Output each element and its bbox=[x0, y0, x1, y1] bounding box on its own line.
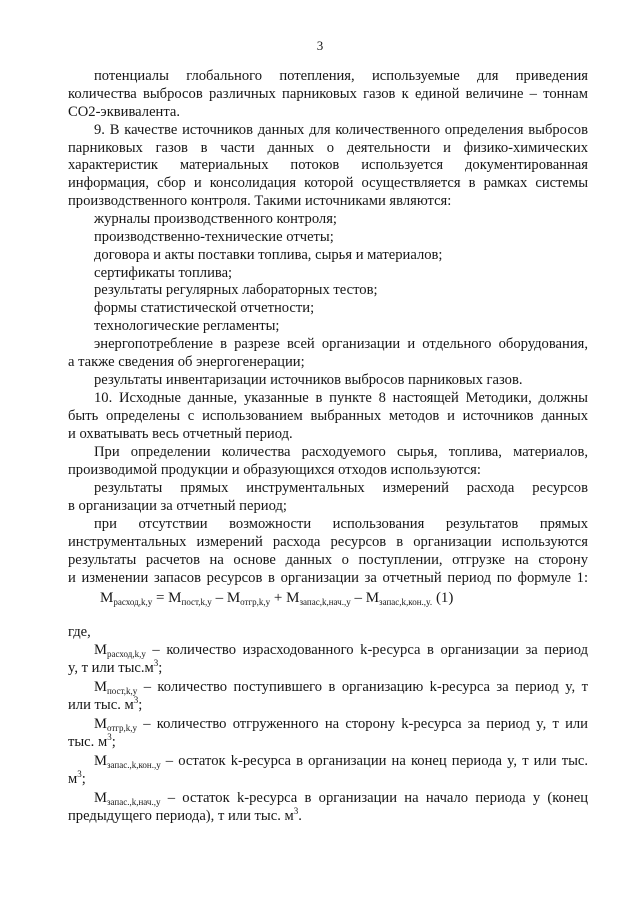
text-line: а также сведения об энергогенерации; bbox=[68, 354, 305, 370]
text-line: производственного контроля. Такими источниками являются: bbox=[68, 193, 452, 209]
list-item: договора и акты поставки топлива, сырья и материалов; bbox=[94, 247, 443, 263]
definition-line: или тыс. $м^3$; bbox=[68, 695, 143, 713]
text-line: инструментальных измерений расхода ресурсов в организации используются bbox=[68, 534, 588, 550]
text-line: парниковых газов в части данных о деятельности и физико-химических bbox=[68, 140, 588, 156]
definition-line: $M_{запас.,k,кон.,y}$ – остаток k-ресурса в организации на конец периода y, т или тыс. bbox=[94, 753, 588, 770]
list-item: производственно-технические отчеты; bbox=[94, 229, 334, 245]
text-line: характеристик материальных потоков используется документированная bbox=[68, 157, 588, 173]
text-line: быть определены с использованием выбранных методов и источников данных bbox=[68, 408, 588, 424]
text-line: и изменении запасов ресурсов в организации за отчетный период по формуле 1: bbox=[68, 570, 588, 586]
definition-line: $M_{отгр,k,y}$ – количество отгруженного на сторону k-ресурса за период y, т или bbox=[94, 716, 588, 733]
list-item: сертификаты топлива; bbox=[94, 265, 233, 281]
page-number: 3 bbox=[316, 38, 324, 53]
definition-line: тыс. $м^3$; bbox=[68, 732, 116, 750]
text-line: при отсутствии возможности использования результатов прямых bbox=[94, 516, 588, 532]
paragraph-10: 10. Исходные данные, указанные в пункте 8 настоящей Методики, должны bbox=[94, 390, 588, 406]
text-line: в организации за отчетный период; bbox=[68, 498, 287, 514]
definition-line: предыдущего периода), т или тыс. $м^3$. bbox=[68, 806, 302, 824]
formula-1: $M_{расход,k,y} = M_{пост,k,y} - M_{отгр,k,y} + M_{запас,k,нач.,y} - M_{запас,k,кон.,y.}$ (1) bbox=[100, 590, 454, 607]
text-line: производимой продукции и образующихся отходов используются: bbox=[68, 462, 481, 478]
definition-line: y, т или $тыс.м^3$; bbox=[68, 658, 163, 676]
text-line: При определении количества расходуемого сырья, топлива, материалов, bbox=[94, 444, 588, 460]
list-item: энергопотребление в разрезе всей организации и отдельного оборудования, bbox=[94, 336, 588, 352]
list-item: формы статистической отчетности; bbox=[94, 300, 315, 316]
definition-line: $M_{запас.,k,нач.,y}$ – остаток k-ресурса в организации на начало периода y (конец bbox=[94, 790, 588, 807]
text-line: потенциалы глобального потепления, используемые для приведения bbox=[94, 68, 588, 84]
list-item: технологические регламенты; bbox=[94, 318, 280, 334]
definition-line: $м^3$; bbox=[68, 769, 86, 787]
text-line: и охватывать весь отчетный период. bbox=[68, 426, 293, 442]
list-item: результаты инвентаризации источников выбросов парниковых газов. bbox=[94, 372, 523, 388]
where-label: где, bbox=[68, 624, 91, 640]
list-item: результаты регулярных лабораторных тестов; bbox=[94, 282, 378, 298]
text-line: СО2-эквивалента. bbox=[68, 104, 181, 120]
text-line: количества выбросов различных парниковых газов к единой величине – тоннам bbox=[68, 86, 588, 102]
definition-line: $M_{пост,k,y}$ – количество поступившего в организацию k-ресурса за период y, т bbox=[94, 679, 588, 696]
text-line: результаты прямых инструментальных измерений расхода ресурсов bbox=[94, 480, 588, 496]
list-item: журналы производственного контроля; bbox=[94, 211, 337, 227]
text-line: результаты расчетов на основе данных о поступлении, отгрузке на сторону bbox=[68, 552, 588, 568]
paragraph-9: 9. В качестве источников данных для количественного определения выбросов bbox=[94, 122, 588, 138]
definition-line: $M_{расход,k,y}$ – количество израсходованного k-ресурса в организации за период bbox=[94, 642, 588, 659]
text-line: информация, сбор и консолидация которой осуществляется в рамках системы bbox=[68, 175, 588, 191]
